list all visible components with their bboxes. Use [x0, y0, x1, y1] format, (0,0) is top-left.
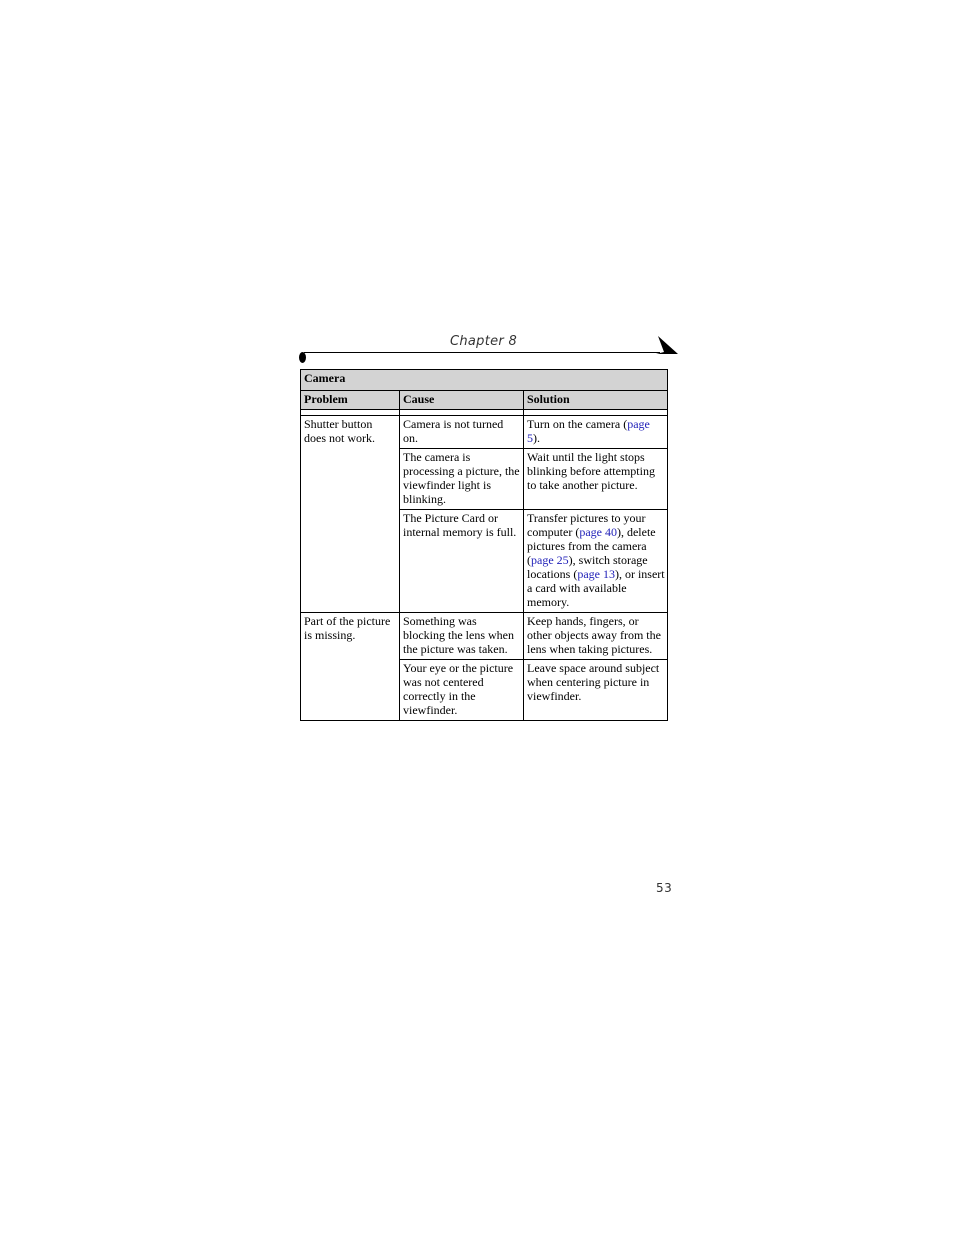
solution-cell: Keep hands, fingers, or other objects away from the lens when taking pictures. — [524, 613, 668, 660]
page-link[interactable]: page 25 — [531, 553, 569, 567]
column-header-cause: Cause — [400, 391, 524, 410]
cause-cell: Something was blocking the lens when the picture was taken. — [400, 613, 524, 660]
section-title: Camera — [301, 370, 668, 391]
problem-cell: Shutter button does not work. — [301, 416, 400, 613]
solution-cell: Turn on the camera (page 5). — [524, 416, 668, 449]
cause-cell: The Picture Card or internal memory is full. — [400, 510, 524, 613]
table-row — [301, 613, 668, 660]
cause-cell: Camera is not turned on. — [400, 416, 524, 449]
solution-cell: Wait until the light stops blinking before attempting to take another picture. — [524, 449, 668, 510]
cause-cell: Your eye or the picture was not centered correctly in the viewfinder. — [400, 660, 524, 721]
column-header-solution: Solution — [524, 391, 668, 410]
page-link[interactable]: page 13 — [577, 567, 615, 581]
solution-cell: Transfer pictures to your computer (page 40), delete pictures from the camera (page 25), switch storage locations (page 13), or insert a card with available memory. — [524, 510, 668, 613]
page-number: 53 — [656, 881, 673, 895]
header-rule — [304, 352, 660, 353]
table-row — [301, 416, 668, 449]
page-link[interactable]: page 40 — [579, 525, 617, 539]
column-header-problem: Problem — [301, 391, 400, 410]
cause-cell: The camera is processing a picture, the viewfinder light is blinking. — [400, 449, 524, 510]
chapter-heading: Chapter 8 — [449, 334, 518, 349]
header-row — [301, 391, 668, 410]
troubleshooting-table — [300, 369, 668, 721]
rule-bullet-icon — [299, 352, 306, 363]
rule-arrow-icon — [656, 336, 678, 356]
problem-cell: Part of the picture is missing. — [301, 613, 400, 721]
solution-cell: Leave space around subject when centering picture in viewfinder. — [524, 660, 668, 721]
page-link[interactable]: page 5 — [527, 417, 650, 445]
